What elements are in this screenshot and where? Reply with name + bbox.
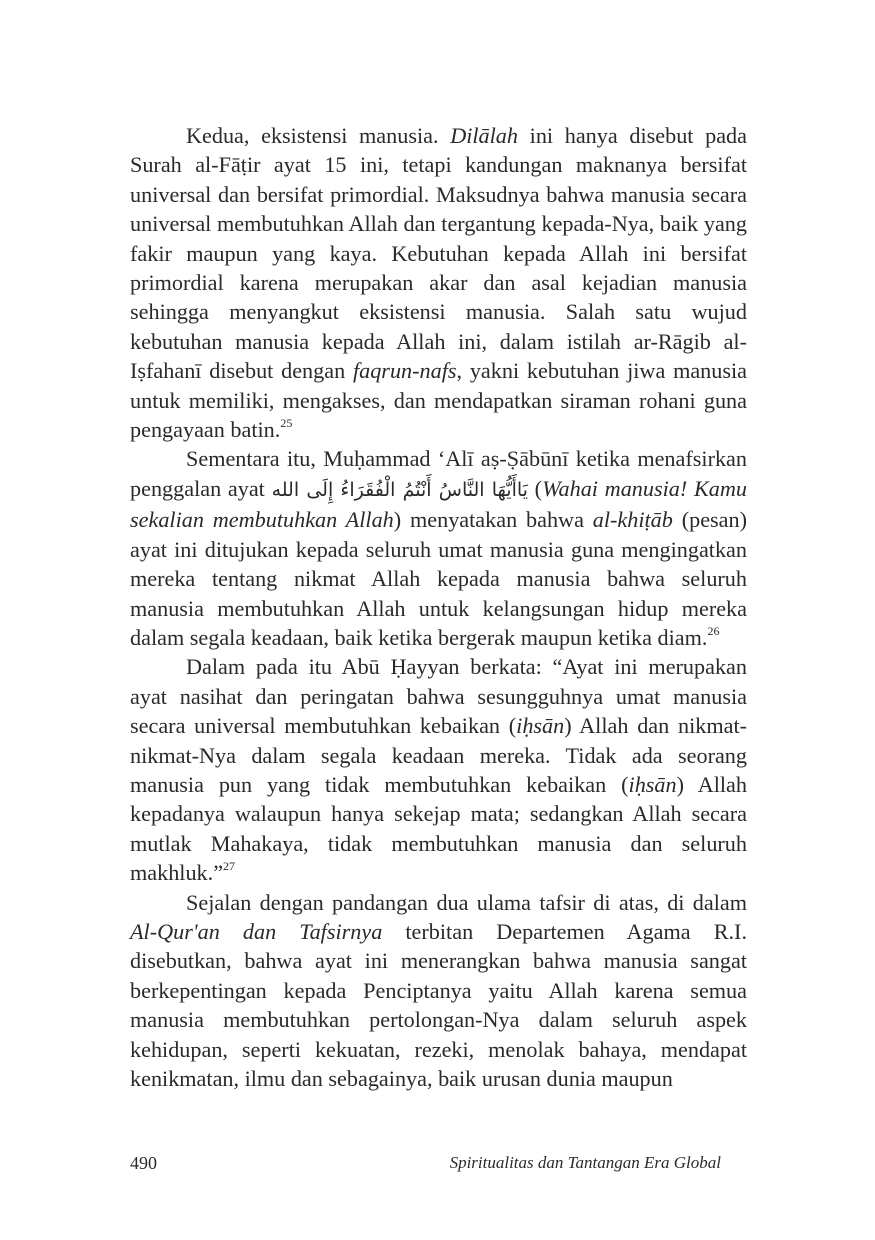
text: ini hanya disebut pada Surah al-Fāṭir ayat 15 ini, tetapi kandungan maknanya bersifat universal dan bersifat primordial. Maksudnya bahwa manusia secara universal membutuhkan Allah dan tergantung kepada-Nya, baik yang fakir maupun yang kaya. Kebutuhan kepada Allah ini bersifat primordial karena merupakan akar dan asal kejadian manusia sehingga menyangkut eksistensi manusia. Salah satu wujud kebutuhan manusia kepada Allah ini, dalam istilah ar-Rāgib al-Iṣfahanī disebut dengan — [130, 123, 747, 384]
verse-translation: Wahai manusia! Kamu sekalian membutuhkan Allah — [130, 475, 747, 533]
term-al-khitab: al-khiṭāb — [592, 507, 673, 533]
term-dilalah: Dilālah — [450, 123, 518, 148]
text: ( — [527, 475, 543, 501]
footnote-ref-27[interactable]: 27 — [223, 858, 236, 873]
paragraph-2 — [130, 444, 747, 652]
page-body — [130, 121, 747, 1093]
text: (pesan) ayat ini ditujukan kepada seluruh umat manusia guna mengingatkan mereka tentang nikmat Allah kepada manusia bahwa seluruh manusia membutuhkan Allah untuk kelangsungan hidup mereka dalam segala keadaan, baik ketika bergerak maupun ketika diam. — [130, 507, 748, 650]
text: ) menyatakan bahwa — [393, 507, 593, 533]
paragraph-3 — [130, 652, 747, 887]
running-title: Spiritualitas dan Tantangan Era Global — [449, 1153, 721, 1172]
paragraph-4 — [130, 888, 747, 1094]
page-number: 490 — [130, 1153, 157, 1173]
term-ihsan: iḥsān — [628, 771, 677, 797]
text: ) Allah kepadanya walaupun hanya sekejap mata; sedangkan Allah secara mutlak Mahakaya, tidak membutuhkan manusia dan seluruh makhluk.” — [130, 771, 747, 886]
text: terbitan Departemen Agama R.I. disebutkan, bahwa ayat ini menerangkan bahwa manusia sangat berkepentingan kepada Penciptanya yaitu Allah karena semua manusia membutuhkan pertolongan-Nya dalam seluruh aspek kehidupan, seperti kekuatan, rezeki, menolak bahaya, mendapat kenikmatan, ilmu dan sebagainya, baik urusan dunia maupun — [130, 918, 747, 1091]
text: Kedua, eksistensi manusia. — [186, 123, 451, 148]
text: Sejalan dengan pandangan dua ulama tafsir di atas, di dalam — [186, 889, 747, 915]
page-footer — [130, 1153, 747, 1179]
footnote-ref-25[interactable]: 25 — [280, 415, 293, 430]
book-reference: Al-Qur'an dan Tafsirnya — [130, 918, 383, 944]
text: Sementara itu, Muḥammad ‘Alī aṣ-Ṣābūnī ketika menafsirkan penggalan ayat — [130, 446, 747, 501]
text: ) Allah dan nikmat-nikmat-Nya dalam segala keadaan mereka. Tidak ada seorang manusia pun yang tidak membutuhkan kebaikan ( — [130, 713, 747, 797]
term-ihsan: iḥsān — [516, 713, 565, 739]
paragraph-1 — [130, 121, 747, 444]
arabic-verse: يَاأَيُّهَا النَّاسُ أَنْتُمُ الْفُقَرَاءُ إِلَى الله — [271, 478, 528, 501]
text: , yakni kebutuhan jiwa manusia untuk memiliki, mengakses, dan mendapatkan siraman rohani guna pengayaan batin. — [130, 358, 748, 443]
text: Dalam pada itu Abū Ḥayyan berkata: “Ayat ini merupakan ayat nasihat dan peringatan bahwa sesungguhnya umat manusia secara universal membutuhkan kebaikan ( — [130, 654, 747, 739]
footnote-ref-26[interactable]: 26 — [707, 623, 720, 638]
term-faqrun-nafs: faqrun-nafs — [352, 358, 457, 384]
